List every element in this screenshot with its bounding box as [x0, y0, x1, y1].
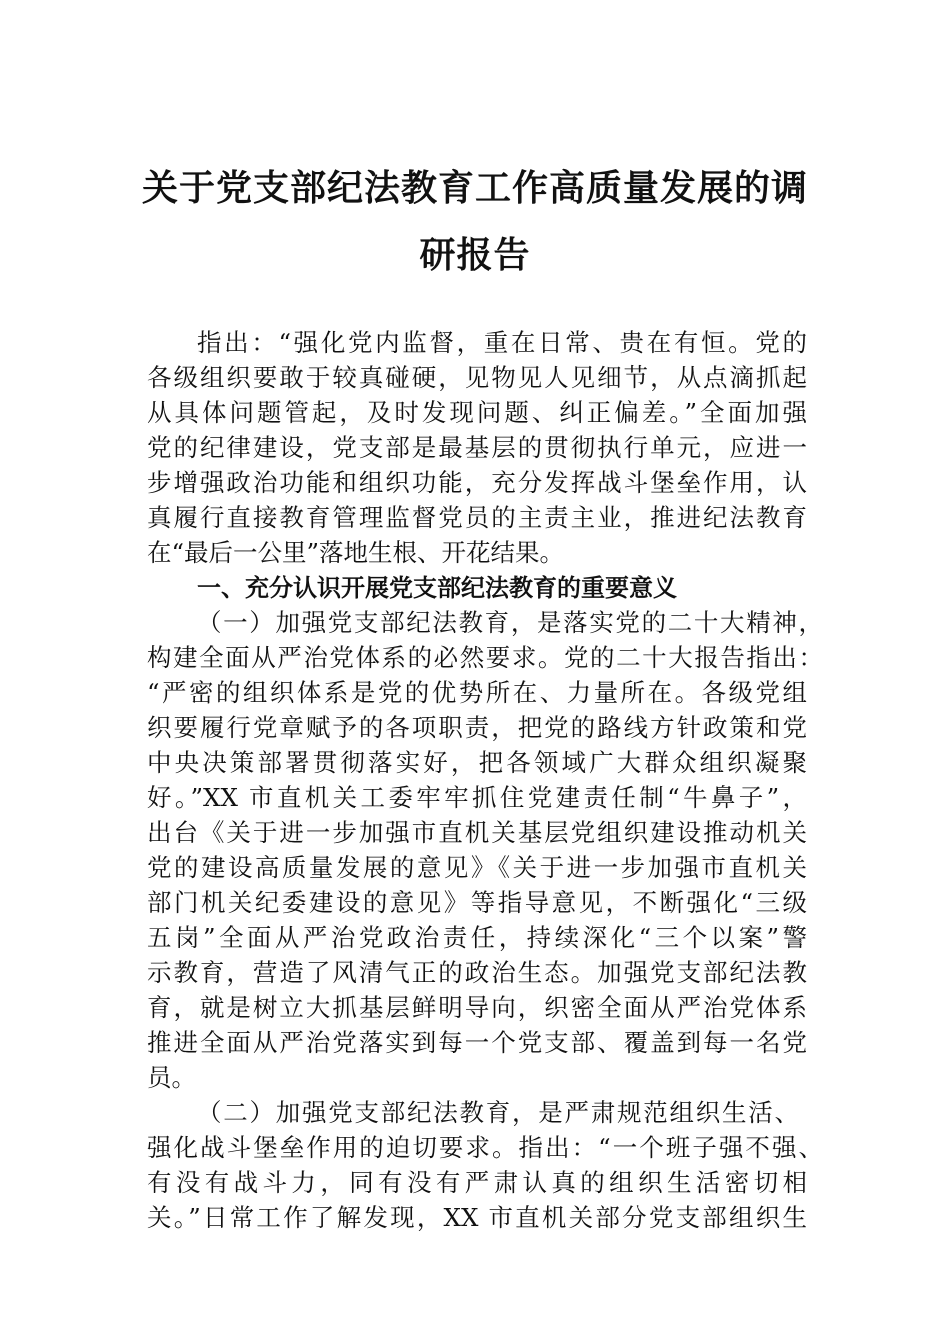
paragraph-line: （二）加强党支部纪法教育，是严肃规范组织生活、 [197, 1098, 799, 1127]
intro-line: 指出：“强化党内监督，重在日常、贵在有恒。党的 [197, 328, 807, 357]
paragraph-line: 示教育，营造了风清气正的政治生态。加强党支部纪法教 [147, 958, 807, 987]
paragraph-line: （一）加强党支部纪法教育，是落实党的二十大精神， [197, 608, 823, 637]
paragraph-line: 关。”日常工作了解发现，XX 市直机关部分党支部组织生 [147, 1203, 807, 1232]
paragraph-line: 强化战斗堡垒作用的迫切要求。指出：“一个班子强不强、 [147, 1133, 823, 1162]
intro-line: 真履行直接教育管理监督党员的主责主业，推进纪法教育 [147, 503, 807, 532]
paragraph-line: 育，就是树立大抓基层鲜明导向，织密全面从严治党体系 [147, 993, 807, 1022]
paragraph-line: 出台《关于进一步加强市直机关基层党组织建设推动机关 [147, 818, 807, 847]
paragraph-line: 五岗”全面从严治党政治责任，持续深化“三个以案”警 [147, 923, 807, 952]
section-heading: 一、充分认识开展党支部纪法教育的重要意义 [197, 574, 677, 602]
intro-line: 步增强政治功能和组织功能，充分发挥战斗堡垒作用，认 [147, 468, 807, 497]
paragraph-line: 有没有战斗力，同有没有严肃认真的组织生活密切相 [147, 1168, 807, 1197]
paragraph-line: 员。 [147, 1063, 196, 1092]
intro-line: 在“最后一公里”落地生根、开花结果。 [147, 538, 565, 567]
paragraph-line: 构建全面从严治党体系的必然要求。党的二十大报告指出： [147, 643, 823, 672]
paragraph-line: 部门机关纪委建设的意见》等指导意见，不断强化“三级 [147, 888, 807, 917]
paragraph-line: 好。”XX 市直机关工委牢牢抓住党建责任制“牛鼻子”， [147, 783, 807, 812]
document-title-line-2: 研报告 [419, 234, 531, 276]
intro-line: 各级组织要敢于较真碰硬，见物见人见细节，从点滴抓起 [147, 363, 807, 392]
document-title-line-1: 关于党支部纪法教育工作高质量发展的调 [141, 167, 808, 209]
paragraph-line: 中央决策部署贯彻落实好，把各领域广大群众组织凝聚 [147, 748, 807, 777]
paragraph-line: 党的建设高质量发展的意见》《关于进一步加强市直机关 [147, 853, 807, 882]
paragraph-line: 推进全面从严治党落实到每一个党支部、覆盖到每一名党 [147, 1028, 807, 1057]
paragraph-line: 织要履行党章赋予的各项职责，把党的路线方针政策和党 [147, 713, 807, 742]
paragraph-line: “严密的组织体系是党的优势所在、力量所在。各级党组 [147, 678, 807, 707]
intro-line: 党的纪律建设，党支部是最基层的贯彻执行单元，应进一 [147, 433, 807, 462]
intro-line: 从具体问题管起，及时发现问题、纠正偏差。”全面加强 [147, 398, 807, 427]
